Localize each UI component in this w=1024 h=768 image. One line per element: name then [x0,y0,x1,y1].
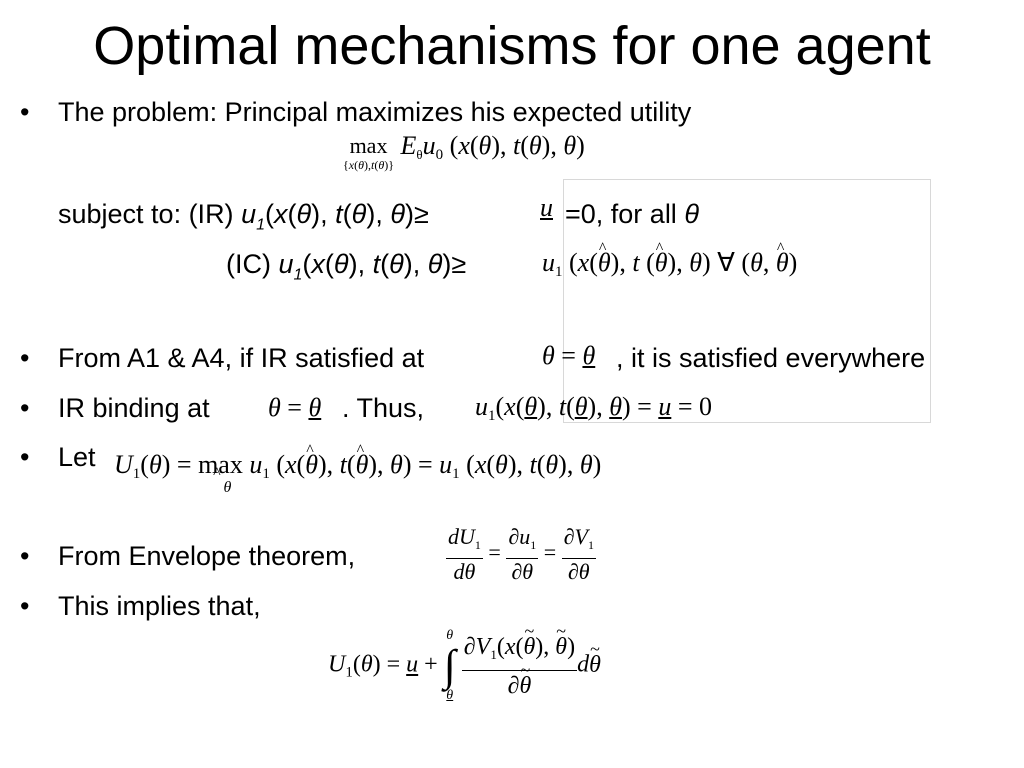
theta-equals-theta-low-2: θ = θ [268,393,322,422]
value-function-equation: $U_1(\theta)$ = max θ ^ $u_1$ (x(θ ^), t(θ ^), $\theta) = u_1$ (x(θ), t(θ), θ) [114,450,601,496]
envelope-equation: $\frac{dU_1}{d\theta}$ = $\frac{\partial u_1}{\partial\theta}$ = $\frac{\partial V_1}{\partial\theta}$ [448,524,594,584]
ic-equation: $u_1$ (x(θ ^), t (θ ^), θ) ∀ (θ, θ ^) [542,248,797,287]
ir-constraint-line: subject to: (IR) $u_1(x(\theta)$, t(θ), θ)≥ [58,199,429,234]
bullet-dot: • [20,393,30,423]
bullet-ir-text: From A1 & A4, if IR satisfied at [58,343,425,373]
ir-constraint-tail: =0, for all θ [565,199,699,229]
bullet-dot: • [20,591,30,621]
ic-constraint-line: (IC) $u_1(x(\theta)$, t(θ), θ)≥ [226,249,467,284]
bullet-problem-text: The problem: Principal maximizes his expected utility [58,97,692,127]
integral-equation: $U_1(\theta) = u$ + θ ∫ θ $\frac{\partial V_1(x(\theta \sim), \theta \sim)}{\partial\theta}$ ~ dθ ~ [328,628,601,704]
bullet-dot: • [20,442,30,472]
bullet-dot: • [20,541,30,571]
bullet-dot: • [20,343,30,373]
binding-equation: $u_1(x(\theta)$, t(θ), θ) = u = 0 [475,392,712,424]
bullet-binding-thus: . Thus, [342,393,425,423]
ic-prefix: (IC) [226,249,279,279]
bullet-let-text: Let [58,442,96,472]
bullet-implies-text: This implies that, [58,591,261,621]
bullet-dot: • [20,97,30,127]
bullet-ir-text-end: , it is satisfied everywhere [616,343,926,373]
ir-prefix: subject to: (IR) [58,199,242,229]
theta-equals-theta-low: θ = θ [542,341,596,370]
bullet-binding-text: IR binding at [58,393,210,423]
slide-title: Optimal mechanisms for one agent [93,16,931,76]
objective-equation: max {x(θ),t(θ)} $E_\theta u_0$ (x(θ), t(θ), θ) [343,131,585,172]
u-underbar-symbol: u [540,193,553,222]
bullet-envelope-text: From Envelope theorem, [58,541,356,571]
